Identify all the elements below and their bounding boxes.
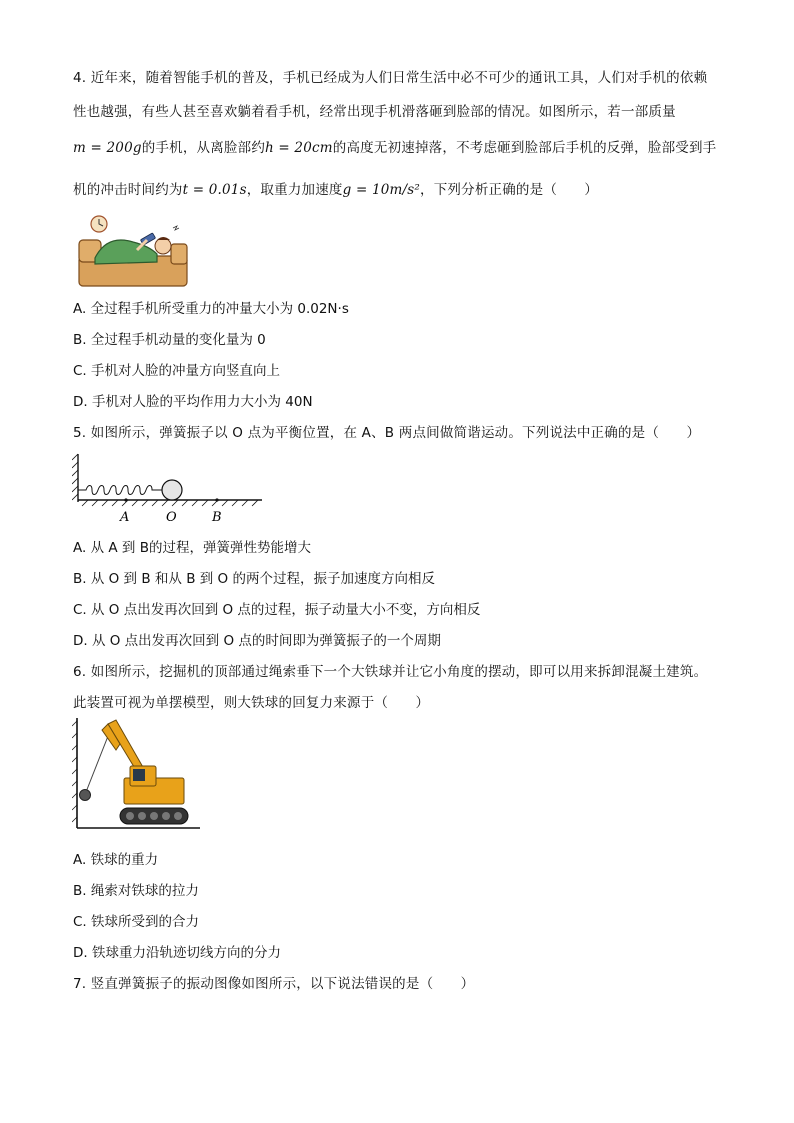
q6-stem-line2: 此装置可视为单摆模型，则大铁球的回复力来源于（ ） (73, 695, 430, 711)
excavator-wrecking-ball-illustration (72, 716, 204, 834)
spring (78, 486, 162, 495)
q6-option-a[interactable]: A. 铁球的重力 (73, 852, 159, 868)
q4-option-c[interactable]: C. 手机对人脸的冲量方向竖直向上 (73, 363, 281, 379)
q5-option-d[interactable]: D. 从 O 点出发再次回到 O 点的时间即为弹簧振子的一个周期 (73, 633, 441, 649)
q6-option-b[interactable]: B. 绳索对铁球的拉力 (73, 883, 199, 899)
q4-stem-line1: 4. 近年来，随着智能手机的普及，手机已经成为人们日常生活中必不可少的通讯工具，人们对手机的依赖 (73, 70, 708, 86)
q4-stem-line4 (73, 178, 598, 198)
time-expression: t = 0.01s (182, 182, 247, 198)
phone-on-face-illustration (77, 212, 189, 288)
q4-option-b[interactable]: B. 全过程手机动量的变化量为 0 (73, 332, 266, 348)
height-expression: h = 20cm (265, 140, 333, 156)
q4-line3-text2: 的高度无初速掉落，不考虑砸到脸部后手机的反弹，脸部受到手 (332, 140, 717, 156)
label-o: O (166, 510, 177, 525)
point-a-dot (124, 498, 127, 501)
q4-line3-text1: 的手机，从离脸部约 (141, 140, 266, 156)
q4-line4-text1: ，取重力加速度 (246, 182, 343, 198)
q4-option-d[interactable]: D. 手机对人脸的平均作用力大小为 40N (73, 394, 313, 410)
q6-option-d[interactable]: D. 铁球重力沿轨迹切线方向的分力 (73, 945, 281, 961)
spring-oscillator-diagram (72, 450, 267, 525)
q4-line4-text2: ，下列分析正确的是（ ） (420, 182, 599, 198)
q4-line4-text0: 机的冲击时间约为 (73, 182, 183, 198)
q6-option-c[interactable]: C. 铁球所受到的合力 (73, 914, 200, 930)
point-b-dot (215, 498, 218, 501)
wrecking-ball (80, 790, 91, 801)
q6-stem-line1: 6. 如图所示，挖掘机的顶部通过绳索垂下一个大铁球并让它小角度的摆动，即可以用来拆卸混凝土建筑。 (73, 664, 708, 680)
q5-option-a[interactable]: A. 从 A 到 B的过程，弹簧弹性势能增大 (73, 540, 311, 556)
wall-hatching (72, 454, 78, 500)
q5-option-c[interactable]: C. 从 O 点出发再次回到 O 点的过程，振子动量大小不变，方向相反 (73, 602, 481, 618)
mass-expression: m = 200g (73, 140, 142, 156)
label-b: B (212, 510, 222, 525)
floor-hatching (82, 500, 258, 506)
q7-stem: 7. 竖直弹簧振子的振动图像如图所示，以下说法错误的是（ ） (73, 976, 475, 992)
cab-window (133, 769, 145, 781)
q4-stem-line3 (73, 136, 716, 156)
q5-stem: 5. 如图所示，弹簧振子以 O 点为平衡位置，在 A、B 两点间做简谐运动。下列说法中正确的是（ ） (73, 425, 701, 441)
q5-option-b[interactable]: B. 从 O 到 B 和从 B 到 O 的两个过程，振子加速度方向相反 (73, 571, 435, 587)
q4-stem-line2: 性也越强，有些人甚至喜欢躺着看手机，经常出现手机滑落砸到脸部的情况。如图所示，若一部质量 (73, 104, 676, 120)
label-a: A (120, 510, 130, 525)
gravity-expression: g = 10m/s² (342, 182, 421, 198)
q4-option-a[interactable]: A. 全过程手机所受重力的冲量大小为 0.02N·s (73, 301, 349, 317)
oscillator-ball (162, 480, 182, 500)
